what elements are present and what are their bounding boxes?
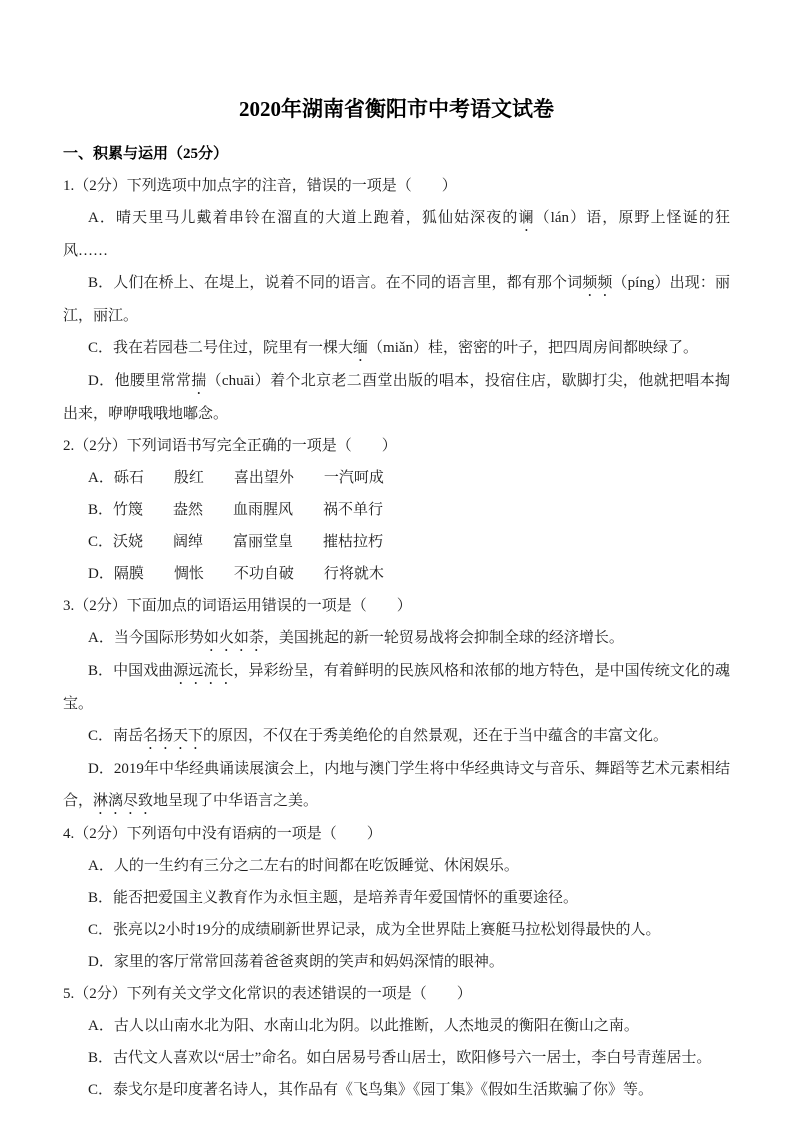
option-label: B． bbox=[88, 663, 114, 679]
question-1-stem: 1.（2分）下列选项中加点字的注音，错误的一项是（ ） bbox=[63, 178, 457, 194]
option-text: 古人以山南水北为阳、水南山北为阴。以此推断，人杰地灵的衡阳在衡山之南。 bbox=[113, 1018, 639, 1034]
option-text: （miǎn）桂，密密的叶子，把四周房间都映绿了。 bbox=[368, 340, 699, 356]
question-3-option-B bbox=[63, 655, 730, 720]
question-5-stem: 5.（2分）下列有关文学文化常识的表述错误的一项是（ ） bbox=[63, 986, 472, 1002]
option-text: ，美国挑起的新一轮贸易战将会抑制全球的经济增长。 bbox=[263, 630, 624, 646]
question-4-stem: 4.（2分）下列语句中没有语病的一项是（ ） bbox=[63, 826, 382, 842]
option-text: 地呈现了中华语言之美。 bbox=[153, 793, 319, 809]
option-text: 中国戏曲 bbox=[113, 663, 174, 679]
question-2-option-B bbox=[63, 494, 730, 526]
emphasized-word: 谰 bbox=[518, 210, 535, 226]
question-4 bbox=[63, 818, 730, 978]
question-4-option-D bbox=[63, 946, 730, 978]
question-3 bbox=[63, 590, 730, 818]
option-text: （lán）语，原野上怪诞的狂风…… bbox=[63, 210, 730, 259]
option-text: 古代文人喜欢以“居士”命名。如白居易号香山居士，欧阳修号六一居士，李白号青莲居士。 bbox=[113, 1050, 712, 1066]
question-5-option-B bbox=[63, 1042, 730, 1074]
question-4-option-A bbox=[63, 850, 730, 882]
question-5-option-A bbox=[63, 1010, 730, 1042]
option-text: 人的一生约有三分之二左右的时间都在吃饭睡觉、休闲娱乐。 bbox=[113, 858, 519, 874]
option-label: C． bbox=[88, 922, 114, 938]
option-text: 当今国际形势 bbox=[113, 630, 204, 646]
option-label: B． bbox=[88, 1050, 114, 1066]
option-label: A． bbox=[88, 630, 114, 646]
question-3-stem: 3.（2分）下面加点的词语运用错误的一项是（ ） bbox=[63, 598, 412, 614]
option-label: D． bbox=[88, 566, 114, 582]
option-label: B． bbox=[88, 890, 114, 906]
option-label: B． bbox=[88, 275, 114, 291]
option-label: A． bbox=[88, 470, 114, 486]
option-text: 能否把爱国主义教育作为永恒主题，是培养青年爱国情怀的重要途径。 bbox=[113, 890, 579, 906]
option-text: 砾石 殷红 喜出望外 一汽呵成 bbox=[113, 470, 384, 486]
question-5-option-C bbox=[63, 1074, 730, 1106]
question-4-option-C bbox=[63, 914, 730, 946]
option-label: D． bbox=[88, 761, 114, 777]
question-5 bbox=[63, 978, 730, 1106]
option-text: 南岳 bbox=[113, 728, 144, 744]
question-2-option-D bbox=[63, 558, 730, 590]
option-text: 泰戈尔是印度著名诗人，其作品有《飞鸟集》《园丁集》《假如生活欺骗了你》等。 bbox=[113, 1082, 654, 1098]
option-label: A． bbox=[88, 210, 117, 226]
option-label: C． bbox=[88, 728, 114, 744]
option-label: B． bbox=[88, 502, 114, 518]
option-text: 我在若园巷二号住过，院里有一棵大 bbox=[113, 340, 354, 356]
option-text: 竹篾 盎然 血雨腥风 祸不单行 bbox=[113, 502, 384, 518]
question-1 bbox=[63, 170, 730, 430]
question-2 bbox=[63, 430, 730, 590]
question-3-option-A bbox=[63, 622, 730, 655]
option-text: 的原因，不仅在于秀美绝伦的自然景观，还在于当中蕴含的丰富文化。 bbox=[203, 728, 669, 744]
option-text: 2019年中华经典诵读展演会上，内地与澳门学生将中华经典诗文与音乐、舞蹈等艺术元素相结合， bbox=[63, 761, 730, 809]
emphasized-word: 频频 bbox=[582, 275, 613, 291]
option-label: A． bbox=[88, 858, 114, 874]
option-text: 沃娆 阔绰 富丽堂皇 摧枯拉朽 bbox=[113, 534, 384, 550]
option-label: C． bbox=[88, 1082, 114, 1098]
option-text: ，异彩纷呈，有着鲜明的民族风格和浓郁的地方特色，是中国传统文化的魂宝。 bbox=[63, 663, 730, 712]
option-text: （chuāi）着个北京老二酉堂出版的唱本，投宿住店，歇脚打尖，他就把唱本掏出来，咿咿哦哦地嘟念。 bbox=[63, 373, 730, 422]
question-2-option-A bbox=[63, 462, 730, 494]
emphasized-word: 淋漓尽致 bbox=[93, 793, 154, 809]
option-text: 人们在桥上、在堤上，说着不同的语言。在不同的语言里，都有那个词 bbox=[113, 275, 583, 291]
option-label: C． bbox=[88, 534, 114, 550]
question-1-option-C bbox=[63, 332, 730, 365]
emphasized-word: 缅 bbox=[353, 340, 369, 356]
question-3-option-C bbox=[63, 720, 730, 753]
option-label: D． bbox=[88, 954, 114, 970]
emphasized-word: 名扬天下 bbox=[143, 728, 204, 744]
question-1-option-D bbox=[63, 365, 730, 430]
option-label: A． bbox=[88, 1018, 114, 1034]
option-label: D． bbox=[88, 373, 115, 389]
question-4-option-B bbox=[63, 882, 730, 914]
option-text: 家里的客厅常常回荡着爸爸爽朗的笑声和妈妈深情的眼神。 bbox=[113, 954, 504, 970]
emphasized-word: 如火如荼 bbox=[203, 630, 264, 646]
emphasized-word: 源远流长 bbox=[173, 663, 234, 679]
option-text: 晴天里马儿戴着串铃在溜直的大道上跑着，狐仙姑深夜的 bbox=[116, 210, 519, 226]
option-text: 张亮以2小时19分的成绩刷新世界记录，成为全世界陆上赛艇马拉松划得最快的人。 bbox=[113, 922, 661, 938]
option-label: C． bbox=[88, 340, 114, 356]
question-3-option-D bbox=[63, 753, 730, 818]
option-text: （píng）出现：丽江，丽江。 bbox=[63, 275, 730, 324]
questions bbox=[63, 170, 730, 1106]
option-text: 他腰里常常 bbox=[114, 373, 192, 389]
emphasized-word: 揣 bbox=[191, 373, 207, 389]
question-1-option-B bbox=[63, 267, 730, 332]
section-heading: 一、积累与运用（25分） bbox=[63, 146, 229, 162]
option-text: 隔膜 惆怅 不功自破 行将就木 bbox=[113, 566, 384, 582]
question-2-stem: 2.（2分）下列词语书写完全正确的一项是（ ） bbox=[63, 438, 397, 454]
question-1-option-A bbox=[63, 202, 730, 267]
question-2-option-C bbox=[63, 526, 730, 558]
page-title: 2020年湖南省衡阳市中考语文试卷 bbox=[239, 97, 554, 121]
